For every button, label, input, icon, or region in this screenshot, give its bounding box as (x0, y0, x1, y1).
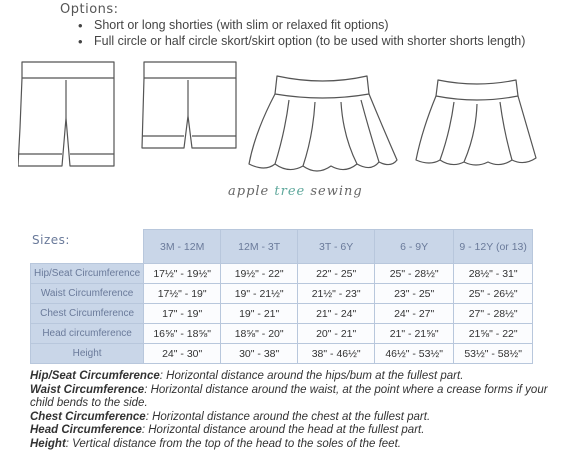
table-cell: 25" - 28½" (375, 264, 454, 284)
half-circle-skort-illustration (412, 76, 542, 170)
table-header-row (31, 230, 533, 264)
long-shorts-illustration (18, 58, 118, 176)
table-cell: 27" - 28½" (454, 304, 533, 324)
table-row (31, 304, 533, 324)
definition-term: Waist Circumference (30, 383, 145, 396)
table-cell: 21" - 21⅝" (375, 324, 454, 344)
options-title: Options: (60, 2, 119, 17)
table-cell: 20" - 21" (298, 324, 375, 344)
full-circle-skort-illustration (245, 72, 400, 177)
definition-item (30, 384, 550, 411)
row-header: Waist Circumference (31, 284, 144, 304)
table-row (31, 344, 533, 364)
brand-logo (228, 184, 363, 199)
definition-term: Height (30, 437, 66, 450)
table-cell: 38" - 46½" (298, 344, 375, 364)
table-cell: 30" - 38" (221, 344, 298, 364)
table-cell: 24" - 30" (144, 344, 221, 364)
short-shorts-illustration (140, 58, 240, 158)
table-cell: 53½" - 58½" (454, 344, 533, 364)
table-cell: 46½" - 53½" (375, 344, 454, 364)
size-chart-table (30, 229, 533, 364)
options-list (78, 18, 548, 50)
definition-item (30, 370, 550, 384)
table-cell: 19" - 21" (221, 304, 298, 324)
table-cell: 19" - 21½" (221, 284, 298, 304)
table-cell: 21½" - 23" (298, 284, 375, 304)
table-cell: 22" - 25" (298, 264, 375, 284)
definition-term: Hip/Seat Circumference (30, 370, 160, 382)
table-cell: 28½" - 31" (454, 264, 533, 284)
table-cell: 23" - 25" (375, 284, 454, 304)
table-cell: 16⅝" - 18⅝" (144, 324, 221, 344)
column-header: 9 - 12Y (or 13) (454, 230, 533, 264)
table-cell: 17½" - 19½" (144, 264, 221, 284)
row-header: Chest Circumference (31, 304, 144, 324)
definition-text: : Horizontal distance around the waist, at the point where a crease forms if your child bends to the side. (30, 383, 548, 409)
table-cell: 21" - 24" (298, 304, 375, 324)
table-cell: 17" - 19" (144, 304, 221, 324)
table-cell: 19½" - 22" (221, 264, 298, 284)
option-item: • Full circle or half circle skort/skirt option (to be used with shorter shorts length) (78, 34, 548, 49)
row-header: Head circumference (31, 324, 144, 344)
table-cell: 25" - 26½" (454, 284, 533, 304)
definition-text: : Horizontal distance around the hips/bum at the fullest part. (159, 370, 464, 382)
definition-text: : Vertical distance from the top of the head to the soles of the feet. (65, 437, 401, 450)
table-cell: 24" - 27" (375, 304, 454, 324)
table-row (31, 324, 533, 344)
brand-text: apple (228, 184, 275, 199)
option-item: • Short or long shorties (with slim or relaxed fit options) (78, 18, 548, 33)
column-header: 12M - 3T (221, 230, 298, 264)
sizes-label: Sizes: (32, 233, 70, 247)
definition-item (30, 424, 550, 438)
definition-text: : Horizontal distance around the head at the fullest part. (141, 424, 425, 436)
table-cell: 18⅝" - 20" (221, 324, 298, 344)
table-row (31, 284, 533, 304)
measurement-definitions (30, 370, 550, 451)
column-header: 3M - 12M (144, 230, 221, 264)
brand-text: sewing (305, 184, 363, 199)
definition-term: Chest Circumference (30, 410, 146, 423)
definition-term: Head Circumference (30, 424, 142, 436)
row-header: Hip/Seat Circumference (31, 264, 144, 284)
definition-item (30, 411, 550, 425)
table-cell: 17½" - 19" (144, 284, 221, 304)
column-header: 6 - 9Y (375, 230, 454, 264)
row-header: Height (31, 344, 144, 364)
column-header: 3T - 6Y (298, 230, 375, 264)
table-cell: 21⅝" - 22" (454, 324, 533, 344)
definition-text: : Horizontal distance around the chest at the fullest part. (145, 410, 431, 423)
brand-accent-text: tree (274, 184, 306, 199)
definition-item (30, 438, 550, 452)
table-row (31, 264, 533, 284)
